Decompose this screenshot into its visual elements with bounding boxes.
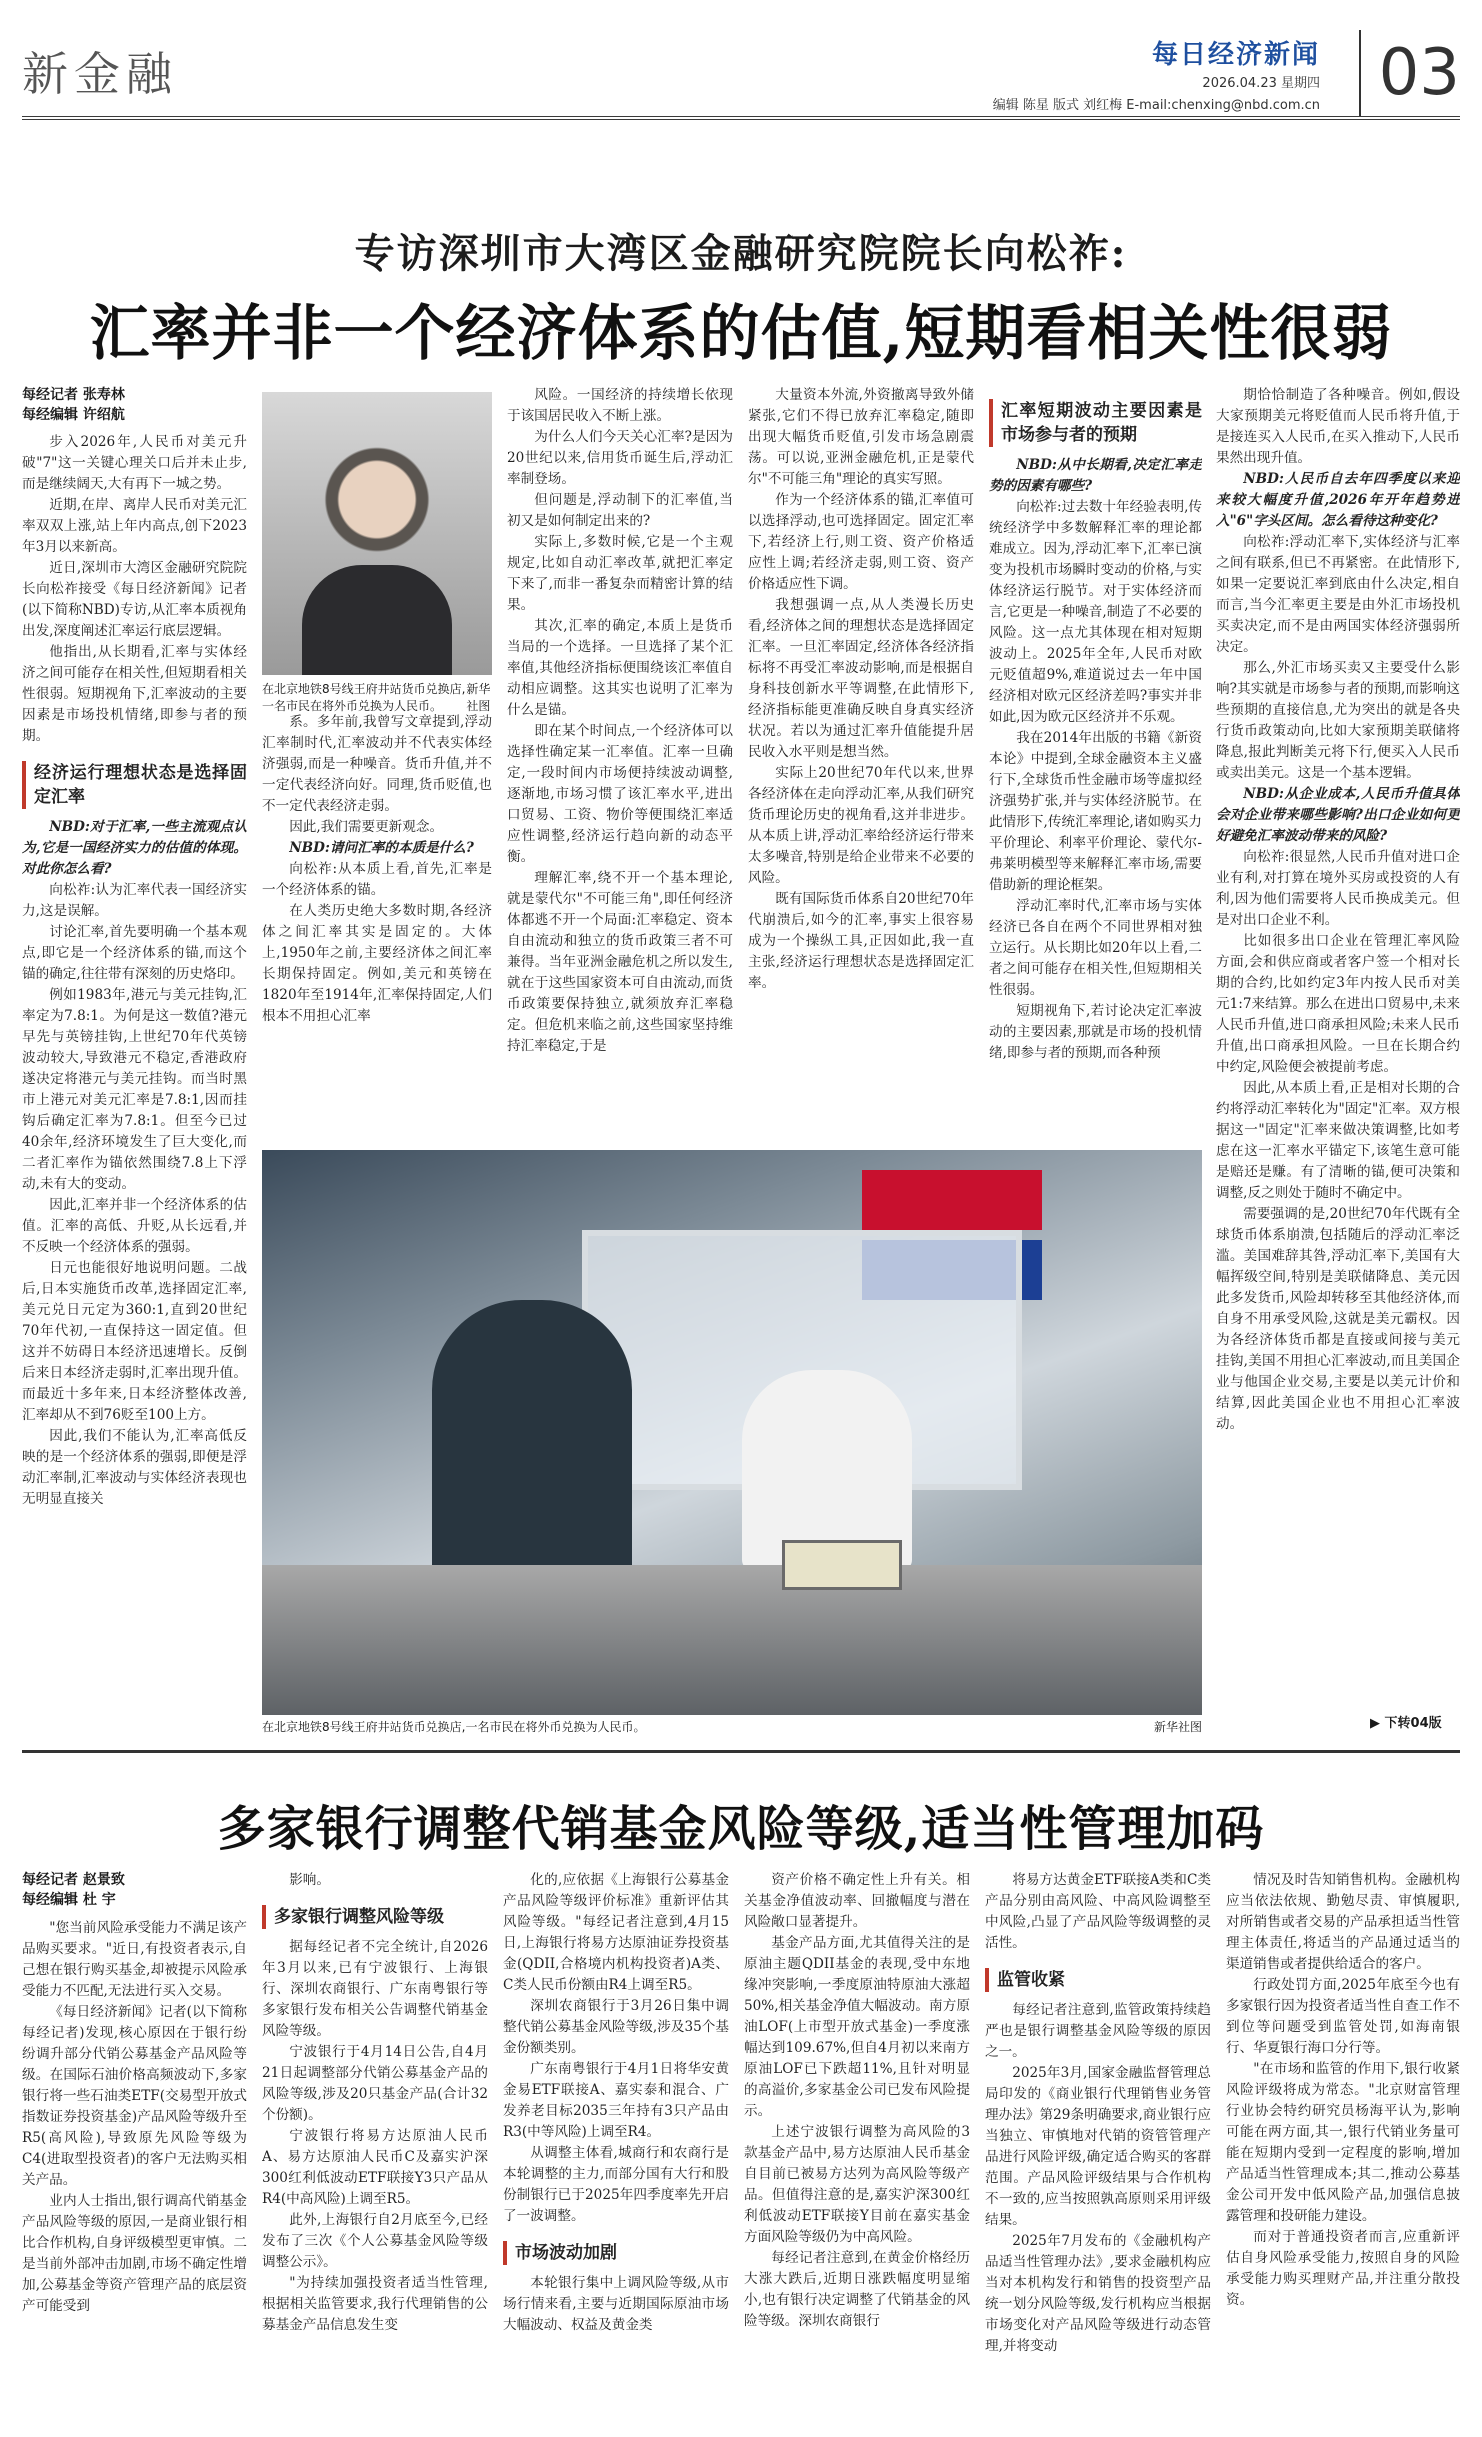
paragraph: 我在2014年出版的书籍《新资本论》中提到,全球金融资本主义盛行下,全球货币性金融市场等虚拟经济强势扩张,并与实体经济脱节。在此情形下,传统汇率理论,诸如购买力平价理论、利率平价理论、蒙代尔-弗莱明模型等来解释汇率市场,需要借助新的理论框架。 [989, 730, 1202, 893]
paragraph: 业内人士指出,银行调高代销基金产品风险等级的原因,一是商业银行相比合作机构,自身评级模型更审慎。二是当前外部冲击加剧,市场不确定性增加,公募基金等资产管理产品的底层资产可能受到 [22, 2193, 247, 2314]
article2-column-4 [744, 1870, 970, 2418]
subheading: 市场波动加剧 [503, 2241, 729, 2265]
paragraph: 2025年7月发布的《金融机构产品适当性管理办法》,要求金融机构应当对本机构发行和销售的投资型产品统一划分风险等级,发行机构应当根据市场变化对产品风险等级进行动态管理,并将变动 [985, 2233, 1211, 2354]
paragraph: "您当前风险承受能力不满足该产品购买要求。"近日,有投资者表示,自己想在银行购买基金,却被提示风险承受能力不匹配,无法进行买入交易。 [22, 1920, 247, 1999]
paragraph: 每经记者注意到,监管政策持续趋严也是银行调整基金风险等级的原因之一。 [985, 2002, 1211, 2060]
article2-column-2 [262, 1870, 488, 2418]
paragraph: 我想强调一点,从人类漫长历史看,经济体之间的理想状态是选择固定汇率。一旦汇率固定,经济体各经济指标将不再受汇率波动影响,而是根据自身科技创新水平等调整,在此情形下,经济指标能更准确反映自身真实经济状况。若以为通过汇率升值能提升居民收入水平则是想当然。 [748, 597, 974, 760]
continue-note: ▶ 下转04版 [1370, 1716, 1442, 1731]
article1-kicker: 专访深圳市大湾区金融研究院院长向松祚: [354, 230, 1128, 277]
paragraph: 基金产品方面,尤其值得关注的是原油主题QDII基金的表现,受中东地缘冲突影响,一季度原油特原油大涨超50%,相关基金净值大幅波动。南方原油LOF(上市型开放式基金)一季度涨幅达到109.67%,但自4月初以来南方原油LOF已下跌超11%,且针对明显的高溢价,多家基金公司已发布风险提示。 [744, 1935, 970, 2119]
paragraph: 情况及时告知销售机构。金融机构应当依法依规、勤勉尽责、审慎履职,对所销售或者交易的产品承担适当性管理主体责任,将适当的产品通过适当的渠道销售或者提供给适合的客户。 [1226, 1872, 1460, 1972]
news-photo-credit: 新华社图 [1153, 1720, 1202, 1734]
subheading: 经济运行理想状态是选择固定汇率 [22, 761, 247, 809]
paragraph: 资产价格不确定性上升有关。相关基金净值波动率、回撤幅度与潜在风险敞口显著提升。 [744, 1872, 970, 1930]
editor: 每经编辑 许绍航 [22, 407, 125, 423]
paragraph: 每经记者注意到,在黄金价格经历大涨大跌后,近期日涨跌幅度明显缩小,也有银行决定调整了代销基金的风险等级。深圳农商银行 [744, 2250, 970, 2329]
brand-logo: 每日经济新闻 [1151, 40, 1320, 70]
paragraph: 日元也能很好地说明问题。二战后,日本实施货币改革,选择固定汇率,美元兑日元定为360:1,直到20世纪70年代初,一直保持这一固定值。但这并不妨碍日本经济迅速增长。反倒后来日本经济走弱时,汇率出现升值。而最近十多年来,日本经济整体改善,汇率却从不到76贬至100上方。 [22, 1260, 247, 1423]
section-title: 新金融 [22, 47, 178, 101]
paragraph: 作为一个经济体系的锚,汇率值可以选择浮动,也可选择固定。固定汇率下,若经济上行,则工资、资产价格适应性上调;若经济走弱,则工资、资产价格适应性下调。 [748, 492, 974, 592]
article2-column-6 [1226, 1870, 1460, 2418]
rate-display [782, 1540, 902, 1590]
masthead [22, 30, 1460, 120]
article1-column-2 [262, 712, 492, 1142]
portrait-caption-name: 在北京地铁8号线王府井站货币兑换店,一名市民在将外币兑换为人民币。 [262, 682, 466, 713]
section-divider [22, 1750, 1460, 1753]
paragraph: 而对于普通投资者而言,应重新评估自身风险承受能力,按照自身的风险承受能力购买理财产品,并注重分散投资。 [1226, 2229, 1460, 2308]
news-photo-caption [262, 1718, 1202, 1735]
paragraph: 行政处罚方面,2025年底至今也有多家银行因为投资者适当性自查工作不到位等问题受到监管处罚,如海南银行、华夏银行海口分行等。 [1226, 1977, 1460, 2056]
reporter: 每经记者 张寿林 [22, 387, 125, 403]
subheading: 多家银行调整风险等级 [262, 1905, 488, 1929]
paragraph: 在人类历史绝大多数时期,各经济体之间汇率其实是固定的。大体上,1950年之前,主要经济体之间汇率长期保持固定。例如,美元和英镑在1820年至1914年,汇率保持固定,人们根本不用担心汇率 [262, 903, 492, 1024]
paragraph: NBD:对于汇率,一些主流观点认为,它是一国经济实力的估值的体现。对此你怎么看? [22, 819, 247, 877]
paragraph: 因此,从本质上看,正是相对长期的合约将浮动汇率转化为"固定"汇率。双方根据这一"固定"汇率来做决策调整,比如考虑在这一汇率水平锚定下,该笔生意可能是赔还是赚。有了清晰的锚,便可决策和调整,反之则处于随时不确定中。 [1216, 1080, 1460, 1201]
article2-column-3 [503, 1870, 729, 2418]
paragraph: 从调整主体看,城商行和农商行是本轮调整的主力,而部分国有大行和股份制银行已于2025年四季度率先开启了一波调整。 [503, 2145, 729, 2224]
paragraph: 理解汇率,绕不开一个基本理论,就是蒙代尔"不可能三角",即任何经济体都逃不开一个局面:汇率稳定、资本自由流动和独立的货币政策三者不可兼得。当年亚洲金融危机之所以发生,就在于这些国家资本可自由流动,而货币政策要保持独立,就须放弃汇率稳定。但危机来临之前,这些国家坚持维持汇率稳定,于是 [507, 870, 733, 1054]
paragraph: 此外,上海银行自2月底至今,已经发布了三次《个人公募基金风险等级调整公示》。 [262, 2212, 488, 2270]
paragraph: 其次,汇率的确定,本质上是货币当局的一个选择。一旦选择了某个汇率值,其他经济指标便围绕该汇率值自动相应调整。这其实也说明了汇率为什么是锚。 [507, 618, 733, 718]
subheading: 汇率短期波动主要因素是市场参与者的预期 [989, 399, 1202, 447]
paragraph: 因此,汇率并非一个经济体系的估值。汇率的高低、升贬,从长远看,并不反映一个经济体系的强弱。 [22, 1197, 247, 1255]
paragraph: 据每经记者不完全统计,自2026年3月以来,已有宁波银行、上海银行、深圳农商银行、广东南粤银行等多家银行发布相关公告调整代销基金风险等级。 [262, 1939, 488, 2039]
page-number: 03 [1359, 30, 1460, 116]
editor: 每经编辑 杜 宇 [22, 1892, 116, 1908]
article2-column-5 [985, 1870, 1211, 2418]
paragraph: 他指出,从长期看,汇率与实体经济之间可能存在相关性,但短期看相关性很弱。短期视角下,汇率波动的主要因素是市场投机情绪,即参与者的预期。 [22, 644, 247, 744]
paragraph: 近日,深圳市大湾区金融研究院院长向松祚接受《每日经济新闻》记者(以下简称NBD)专访,从汇率本质视角出发,深度阐述汇率运行底层逻辑。 [22, 560, 247, 639]
paragraph: 系。多年前,我曾写文章提到,浮动汇率制时代,汇率波动并不代表实体经济强弱,而是一种噪音。货币升值,并不一定代表经济向好。同理,货币贬值,也不一定代表经济走弱。 [262, 714, 492, 814]
article1-column-4 [748, 385, 974, 1142]
article1-column-5 [989, 385, 1202, 1142]
portrait-figure [302, 565, 452, 675]
paragraph: 大量资本外流,外资撤离导致外储紧张,它们不得已放弃汇率稳定,随即出现大幅货币贬值,引发市场急剧震荡。可以说,亚洲金融危机,正是蒙代尔"不可能三角"理论的真实写照。 [748, 387, 974, 487]
paragraph: 深圳农商银行于3月26日集中调整代销公募基金风险等级,涉及35个基金份额类别。 [503, 1998, 729, 2056]
paragraph: 将易方达黄金ETF联接A类和C类产品分别由高风险、中高风险调整至中风险,凸显了产品风险等级调整的灵活性。 [985, 1872, 1211, 1951]
paragraph: 实际上,多数时候,它是一个主观规定,比如自动汇率改革,就把汇率定下来了,而非一番复杂而精密计算的结果。 [507, 534, 733, 613]
paragraph: 广东南粤银行于4月1日将华安黄金易ETF联接A、嘉实泰和混合、广发养老目标2035三年持有3只产品由R3(中等风险)上调至R4。 [503, 2061, 729, 2140]
paragraph: NBD:从中长期看,决定汇率走势的因素有哪些? [989, 457, 1202, 494]
paragraph: 期恰恰制造了各种噪音。例如,假设大家预期美元将贬值而人民币将升值,于是接连买入人民币,在买入推动下,人民币果然出现升值。 [1216, 387, 1460, 466]
paragraph: 向松祚:很显然,人民币升值对进口企业有利,对打算在境外买房或投资的人有利,因为他们需要将人民币换成美元。但是对出口企业不利。 [1216, 849, 1460, 928]
paragraph: 因此,我们不能认为,汇率高低反映的是一个经济体系的强弱,即便是浮动汇率制,汇率波动与实体经济表现也无明显直接关 [22, 1428, 247, 1507]
article1-column-1 [22, 432, 247, 1730]
paragraph: NBD:请问汇率的本质是什么? [289, 840, 474, 856]
reporter: 每经记者 赵景致 [22, 1872, 125, 1888]
paragraph: 本轮银行集中上调风险等级,从市场行情来看,主要与近期国际原油市场大幅波动、权益及黄金类 [503, 2275, 729, 2333]
portrait-photo [262, 392, 492, 675]
paragraph: 即在某个时间点,一个经济体可以选择性确定某一汇率值。汇率一旦确定,一段时间内市场便持续波动调整,逐渐地,市场习惯了该汇率水平,进出口贸易、工资、物价等便围绕汇率适应性调整,经济运行趋向新的动态平衡。 [507, 723, 733, 865]
paragraph: 向松祚:从本质上看,首先,汇率是一个经济体系的锚。 [262, 861, 492, 898]
article1-column-6 [1216, 385, 1460, 1707]
paragraph: 影响。 [289, 1872, 330, 1888]
article2-column-1 [22, 1918, 247, 2418]
subheading: 监管收紧 [985, 1968, 1211, 1992]
paragraph: NBD:人民币自去年四季度以来迎来较大幅度升值,2026年开年趋势进入"6"字头区间。怎么看待这种变化? [1216, 471, 1460, 529]
paragraph: 化的,应依据《上海银行公募基金产品风险等级评价标准》重新评估其风险等级。"每经记者注意到,4月15日,上海银行将易方达原油证券投资基金(QDII,合格境内机构投资者)A类、C类人民币份额由R4上调至R5。 [503, 1872, 729, 1993]
paragraph: 因此,我们需要更新观念。 [289, 819, 444, 835]
paragraph: 短期视角下,若讨论决定汇率波动的主要因素,那就是市场的投机情绪,即参与者的预期,而各种预 [989, 1003, 1202, 1061]
paragraph: 浮动汇率时代,汇率市场与实体经济已各自在两个不同世界相对独立运行。从长期比如20年以上看,二者之间可能存在相关性,但短期相关性很弱。 [989, 898, 1202, 998]
paragraph: 宁波银行于4月14日公告,自4月21日起调整部分代销公募基金产品的风险等级,涉及20只基金产品(合计32个份额)。 [262, 2044, 488, 2123]
paragraph: 向松祚:认为汇率代表一国经济实力,这是误解。 [22, 882, 247, 919]
paragraph: 步入2026年,人民币对美元升破"7"这一关键心理关口后并未止步,而是继续阔天,大有再下一城之势。 [22, 434, 247, 492]
portrait-caption [262, 680, 492, 714]
article1-headline: 汇率并非一个经济体系的估值,短期看相关性很弱 [89, 299, 1393, 369]
editor-line: 编辑 陈星 版式 刘红梅 E-mail:chenxing@nbd.com.cn [992, 98, 1320, 113]
paragraph: 宁波银行将易方达原油人民币A、易方达原油人民币C及嘉实沪深300红利低波动ETF联接Y3只产品从R4(中高风险)上调至R5。 [262, 2128, 488, 2207]
paragraph: 比如很多出口企业在管理汇率风险方面,会和供应商或者客户签一个相对长期的合约,比如约定3年内按人民币对美元1:7来结算。那么在进出口贸易中,未来人民币升值,进口商承担风险;未来人民币升值,出口商承担风险。一旦在长期合约中约定,风险便会被提前考虑。 [1216, 933, 1460, 1075]
paragraph: "为持续加强投资者适当性管理,根据相关监管要求,我行代理销售的公募基金产品信息发生变 [262, 2275, 488, 2333]
counter [262, 1565, 1202, 1715]
issue-date: 2026.04.23 星期四 [1202, 76, 1320, 91]
paragraph: 2025年3月,国家金融监督管理总局印发的《商业银行代理销售业务管理办法》第29条明确要求,商业银行应当独立、审慎地对代销的资管管理产品进行风险评级,确定适合购买的客群范围。产品风险评级结果与合作机构不一致的,应当按照孰高原则采用评级结果。 [985, 2065, 1211, 2228]
news-photo [262, 1150, 1202, 1715]
paragraph: 为什么人们今天关心汇率?是因为20世纪以来,信用货币诞生后,浮动汇率制登场。 [507, 429, 733, 487]
paragraph: "在市场和监管的作用下,银行收紧风险评级将成为常态。"北京财富管理行业协会特约研究员杨海平认为,影响可能在两方面,其一,银行代销业务量可能在短期内受到一定程度的影响,增加产品适当性管理成本;其二,推动公募基金公司开发中低风险产品,加强信息披露管理和投研能力建设。 [1226, 2061, 1460, 2224]
paragraph: 需要强调的是,20世纪70年代既有全球货币体系崩溃,包括随后的浮动汇率泛滥。美国难辞其咎,浮动汇率下,美国有大幅挥级空间,特别是美联储降息、美元因此多发货币,风险却转移至其他经济体,而自身不用承受风险,这就是美元霸权。因为各经济体货币都是直接或间接与美元挂钩,美国不用担心汇率波动,而且美国企业与他国企业交易,主要是以美元计价和结算,因此美国企业也不用担心汇率波动。 [1216, 1206, 1460, 1432]
article1-column-3 [507, 385, 733, 1142]
portrait-credit: 新华社图 [466, 682, 491, 713]
article1-byline [22, 385, 125, 425]
paragraph: NBD:从企业成本,人民币升值具体会对企业带来哪些影响?出口企业如何更好避免汇率波动带来的风险? [1216, 786, 1460, 844]
paragraph: 讨论汇率,首先要明确一个基本观点,即它是一个经济体系的锚,而这个锚的确定,往往带有深刻的历史烙印。 [22, 924, 247, 982]
news-photo-caption-text: 在北京地铁8号线王府井站货币兑换店,一名市民在将外币兑换为人民币。 [262, 1720, 646, 1734]
paragraph: 例如1983年,港元与美元挂钩,汇率定为7.8:1。为何是这一数值?港元早先与英镑挂钩,上世纪70年代英镑波动较大,导致港元不稳定,香港政府遂决定将港元与美元挂钩。而当时黑市上港元对美元汇率是7.8:1,因而挂钩后确定汇率为7.8:1。但至今已过40余年,经济环境发生了巨大变化,而二者汇率作为锚依然围绕7.8上下浮动,未有大的变动。 [22, 987, 247, 1192]
article2-headline: 多家银行调整代销基金风险等级,适当性管理加码 [217, 1801, 1265, 1857]
paragraph: 既有国际货币体系自20世纪70年代崩溃后,如今的汇率,事实上很容易成为一个操纵工具,正因如此,我一直主张,经济运行理想状态是选择固定汇率。 [748, 891, 974, 991]
paragraph: 实际上20世纪70年代以来,世界各经济体在走向浮动汇率,从我们研究货币理论历史的视角看,这并非进步。从本质上讲,浮动汇率给经济运行带来太多噪音,特别是给企业带来不必要的风险。 [748, 765, 974, 886]
paragraph: 风险。一国经济的持续增长依现于该国居民收入不断上涨。 [507, 387, 733, 424]
paragraph: 上述宁波银行调整为高风险的3款基金产品中,易方达原油人民币基金自目前已被易方达列为高风险等级产品。但值得注意的是,嘉实沪深300红利低波动ETF联接Y目前在嘉实基金方面风险等级仍为中高风险。 [744, 2124, 970, 2245]
paragraph: 向松祚:过去数十年经验表明,传统经济学中多数解释汇率的理论都难成立。因为,浮动汇率下,汇率已演变为投机市场瞬时变动的价格,与实体经济运行脱节。对于实体经济而言,它更是一种噪音,制造了不必要的风险。这一点尤其体现在相对短期波动上。2025年全年,人民币对欧元贬值超9%,难道说过去一年中国经济相对欧元区经济差吗?事实并非如此,因为欧元区经济并不乐观。 [989, 499, 1202, 725]
paragraph: 《每日经济新闻》记者(以下简称每经记者)发现,核心原因在于银行纷纷调升部分代销公募基金产品风险等级。在国际石油价格高频波动下,多家银行将一些石油类ETF(交易型开放式指数证券投资基金)产品风险等级升至R5(高风险),导致原先风险等级为C4(进取型投资者)的客户无法购买相关产品。 [22, 2004, 247, 2188]
paragraph: 那么,外汇市场买卖又主要受什么影响?其实就是市场参与者的预期,而影响这些预期的直接信息,尤为突出的就是各央行货币政策动向,比如大家预期美联储将降息,报此判断美元将下行,便买入人民币或卖出美元。这是一个基本逻辑。 [1216, 660, 1460, 781]
paragraph: 近期,在岸、离岸人民币对美元汇率双双上涨,站上年内高点,创下2023年3月以来新高。 [22, 497, 247, 555]
paragraph: 向松祚:浮动汇率下,实体经济与汇率之间有联系,但已不再紧密。在此情形下,如果一定要说汇率到底由什么决定,相自而言,当今汇率更主要是由外汇市场投机买卖决定,而不是由两国实体经济强弱所决定。 [1216, 534, 1460, 655]
article2-byline [22, 1870, 125, 1910]
paragraph: 但问题是,浮动制下的汇率值,当初又是如何制定出来的? [507, 492, 733, 529]
currency-sign-red [862, 1170, 1042, 1230]
